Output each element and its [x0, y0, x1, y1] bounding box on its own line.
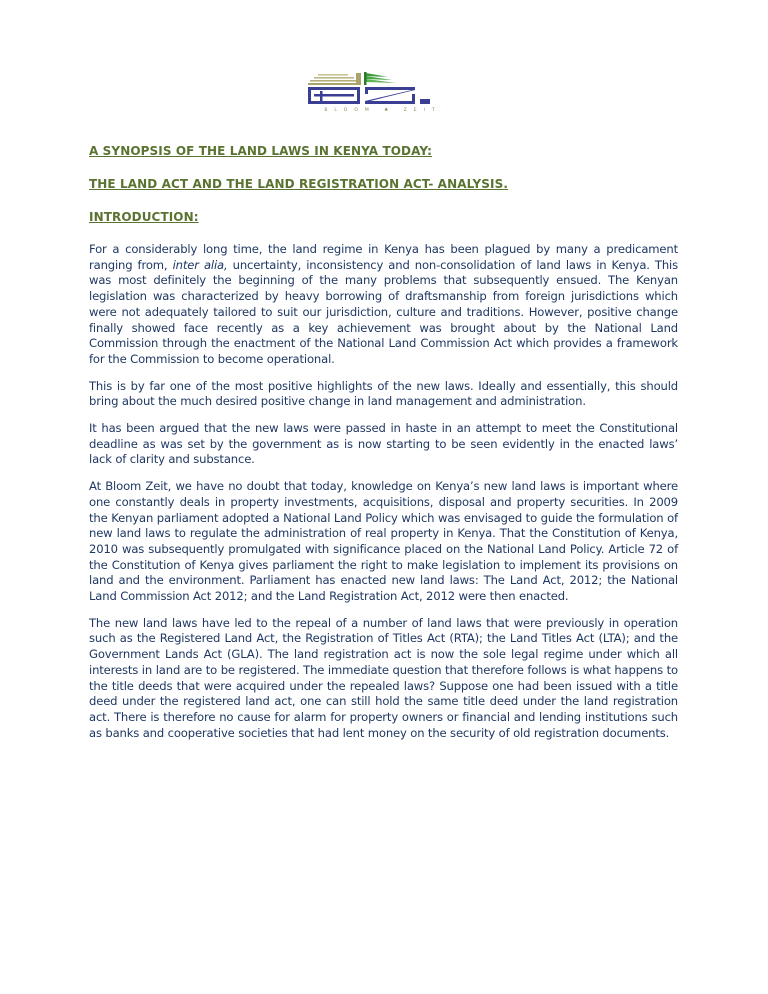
paragraph-2: This is by far one of the most positive highlights of the new laws. Ideally and essentially, this should bring about the much desired positive change in land management and administration.: [89, 378, 678, 409]
bloom-zeit-logo: [308, 72, 458, 118]
document-title: A SYNOPSIS OF THE LAND LAWS IN KENYA TODAY:: [89, 144, 432, 158]
paragraph-1: [89, 242, 678, 368]
paragraph-1-italic: inter alia,: [172, 257, 228, 272]
paragraph-4: At Bloom Zeit, we have no doubt that today, knowledge on Kenya’s new land laws is important where one constantly deals in property investments, acquisitions, disposal and property securities. In 2009 the Kenyan parliament adopted a National Land Policy which was envisaged to guide the formulation of new land laws to regulate the administration of real property in Kenya. That the Constitution of Kenya, 2010 was subsequently promulgated with significance placed on the National Land Policy. Article 72 of the Constitution of Kenya gives parliament the right to make legislation to implement its provisions on land and the environment. Parliament has enacted new land laws: The Land Act, 2012; the National Land Commission Act 2012; and the Land Registration Act, 2012 were then enacted.: [89, 479, 678, 604]
paragraph-5: The new land laws have led to the repeal of a number of land laws that were previously in operation such as the Registered Land Act, the Registration of Titles Act (RTA); the Land Titles Act (LTA); and the Government Lands Act (GLA). The land registration act is now the sole legal regime under which all interests in land are to be registered. The immediate question that therefore follows is what happens to the title deeds that were acquired under the repealed laws? Suppose one had been issued with a title deed under the registered land act, one can still hold the same title deed under the land registration act. There is therefore no cause for alarm for property owners or financial and lending institutions such as banks and cooperative societies that had lent money on the security of old registration documents.: [89, 615, 678, 740]
logo-caption: BLOOM ♣ ZEIT: [324, 108, 442, 113]
paragraph-1-text-b: uncertainty, inconsistency and non-consolidation of land laws in Kenya. This was most definitely the beginning of the many problems that subsequently ensued. The Kenyan legislation was characterized by heavy borrowing of draftsmanship from foreign jurisdictions which were not adequately tailored to suit our jurisdiction, culture and traditions. However, positive change finally showed face recently as a key achievement was brought about by the National Land Commission through the enactment of the National Land Commission Act which provides a framework for the Commission to become operational.: [89, 257, 678, 366]
document-body: [89, 144, 678, 741]
section-heading-introduction: INTRODUCTION:: [89, 210, 199, 224]
paragraph-3: It has been argued that the new laws were passed in haste in an attempt to meet the Constitutional deadline as was set by the government as is now starting to be seen evidently in the enacted laws’ lack of clarity and substance.: [89, 421, 678, 467]
paragraph-1-text-a: For a considerably long time, the land regime in Kenya has been plagued by many a predicament ranging from,: [89, 242, 678, 272]
bz-monogram-icon: [308, 72, 458, 108]
document-subtitle: THE LAND ACT AND THE LAND REGISTRATION ACT- ANALYSIS.: [89, 177, 508, 191]
